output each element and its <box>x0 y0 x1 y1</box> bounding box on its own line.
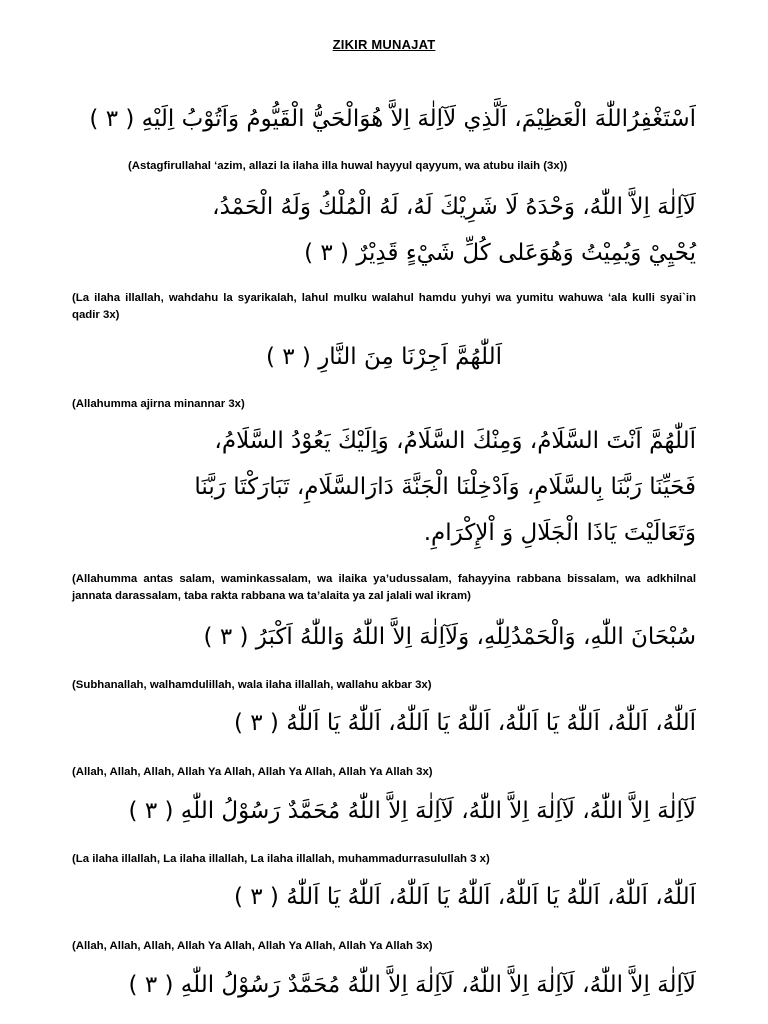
arabic-line-4-2: فَحَيِّنَا رَبَّنَا بِالسَّلَامِ، وَاَدْخِلْنَا الْجَنَّةَ دَارَالسَّلَامِ، تَبَارَكْتَا رَبَّنَا <box>194 474 696 500</box>
transliteration-2: (La ilaha illallah, wahdahu la syarikalah, lahul mulku walahul hamdu yuhyi wa yumitu wahuwa ‘ala kulli syai`in qadir 3x) <box>72 292 696 321</box>
transliteration-6: (Allah, Allah, Allah, Allah Ya Allah, Allah Ya Allah, Allah Ya Allah 3x) <box>72 766 433 778</box>
transliteration-8: (Allah, Allah, Allah, Allah Ya Allah, Allah Ya Allah, Allah Ya Allah 3x) <box>72 940 433 952</box>
arabic-line-1-1: اَسْتَغْفِرُاللّٰهَ الْعَظِيْمَ، اَلَّذِي لَآاِلٰهَ اِلاَّ هُوَالْحَيُّ الْقَيُّومُ وَاَتُوْبُ اِلَيْهِ ( ٣ ) <box>89 106 696 132</box>
transliteration-1: (Astagfirullahal ‘azim, allazi la ilaha illa huwal hayyul qayyum, wa atubu ilaih (3x)) <box>128 160 568 172</box>
arabic-line-8-1: اَللّٰهُ، اَللّٰهُ، اَللّٰهُ يَا اَللّٰهُ، اَللّٰهُ يَا اَللّٰهُ، اَللّٰهُ يَا اَللّٰهُ ( ٣ ) <box>233 884 696 910</box>
transliteration-3: (Allahumma ajirna minannar 3x) <box>72 398 245 410</box>
arabic-line-7-1: لَآاِلٰهَ اِلاَّ اللّٰهُ، لَآاِلٰهَ اِلاَّ اللّٰهُ، لَآاِلٰهَ اِلاَّ اللّٰهُ مُحَمَّدٌ رَسُوْلُ اللّٰهِ ( ٣ ) <box>128 798 696 824</box>
arabic-line-3-1: اَللّٰهُمَّ اَجِرْنَا مِنَ النَّارِ ( ٣ ) <box>265 344 503 370</box>
arabic-line-9-1: لَآاِلٰهَ اِلاَّ اللّٰهُ، لَآاِلٰهَ اِلاَّ اللّٰهُ، لَآاِلٰهَ اِلاَّ اللّٰهُ مُحَمَّدٌ رَسُوْلُ اللّٰهِ ( ٣ ) <box>128 972 696 998</box>
arabic-line-6-1: اَللّٰهُ، اَللّٰهُ، اَللّٰهُ يَا اَللّٰهُ، اَللّٰهُ يَا اَللّٰهُ، اَللّٰهُ يَا اَللّٰهُ ( ٣ ) <box>233 710 696 736</box>
page-title: ZIKIR MUNAJAT <box>332 37 436 52</box>
arabic-line-2-1: لَآاِلٰهَ اِلاَّ اللّٰهُ، وَحْدَهُ لَا شَرِيْكَ لَهُ، لَهُ الْمُلْكُ وَلَهُ الْحَمْدُ، <box>212 194 696 220</box>
arabic-line-4-3: وَتَعَالَيْتَ يَاذَا الْجَلَالِ وَ اْلإِكْرَامِ. <box>423 520 696 546</box>
arabic-line-4-1: اَللّٰهُمَّ اَنْتَ السَّلَامُ، وَمِنْكَ السَّلَامُ، وَاِلَيْكَ يَعُوْدُ السَّلَامُ، <box>214 428 696 454</box>
transliteration-5: (Subhanallah, walhamdulillah, wala ilaha illallah, wallahu akbar 3x) <box>72 679 432 691</box>
arabic-line-5-1: سُبْحَانَ اللّٰهِ، وَالْحَمْدُلِلّٰهِ، وَلَآاِلٰهَ اِلاَّ اللّٰهُ وَاللّٰهُ اَكْبَرُ ( ٣ ) <box>203 624 696 650</box>
transliteration-4: (Allahumma antas salam, waminkassalam, wa ilaika ya’udussalam, fahayyina rabbana bissalam, wa adkhilnal jannata darassalam, taba rakta rabbana wa ta’alaita ya zal jalali wal ikram) <box>72 573 696 602</box>
transliteration-7: (La ilaha illallah, La ilaha illallah, La ilaha illallah, muhammadurrasulullah 3 x) <box>72 853 490 865</box>
arabic-line-2-2: يُحْيِيْ وَيُمِيْتُ وَهُوَعَلى كُلِّ شَيْءٍ قَدِيْرٌ ( ٣ ) <box>304 240 696 266</box>
